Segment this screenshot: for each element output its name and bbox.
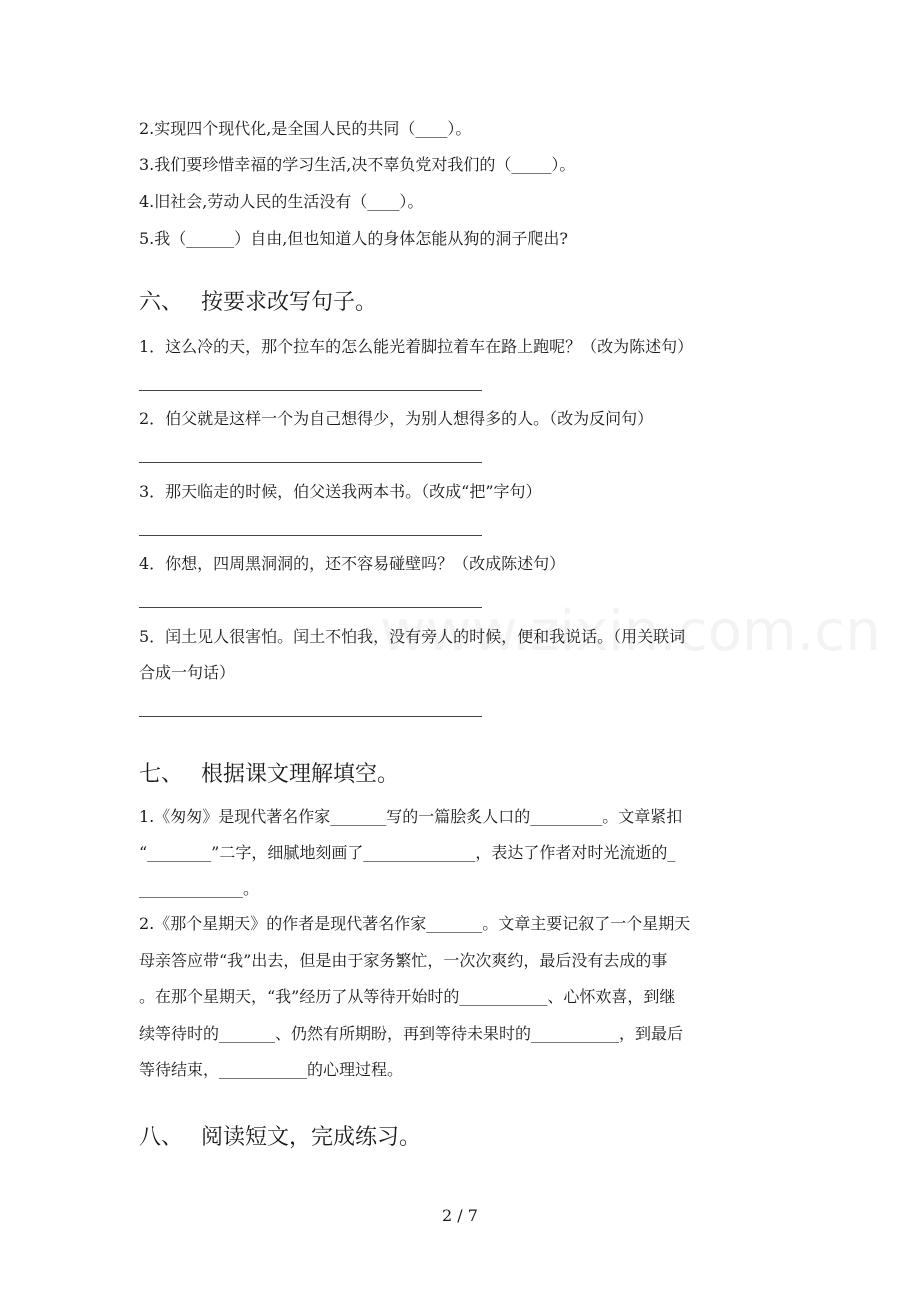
section-7-number: 七、 [139, 762, 184, 787]
rewrite-question-4: 4．你想，四周黑洞洞的，还不容易碰壁吗？（改成陈述句） [139, 554, 566, 573]
section-8-title: 阅读短文，完成练习。 [201, 1125, 422, 1150]
comprehension-q2-line-2: 母亲答应带“我”出去，但是由于家务繁忙，一次次爽约，最后没有去成的事 [139, 951, 668, 970]
comprehension-q2-line-5: 等待结束，___________的心理过程。 [139, 1060, 404, 1079]
fill-item-3: 3.我们要珍惜幸福的学习生活,决不辜负党对我们的（_____）。 [139, 155, 576, 174]
answer-line-3 [139, 535, 482, 536]
comprehension-q1-line-3: _____________。 [139, 879, 260, 898]
section-8-number: 八、 [139, 1125, 184, 1150]
page-number: 2 / 7 [442, 1206, 478, 1225]
rewrite-question-5-line-2: 合成一句话） [139, 663, 236, 682]
comprehension-q2-line-3: 。在那个星期天，“我”经历了从等待开始时的___________、心怀欢喜，到继 [139, 987, 676, 1006]
answer-line-1 [139, 390, 482, 391]
section-6-number: 六、 [139, 290, 184, 315]
answer-line-5 [139, 716, 482, 717]
fill-item-2: 2.实现四个现代化,是全国人民的共同（____）。 [139, 119, 472, 138]
section-7-heading [139, 761, 399, 789]
rewrite-question-3: 3．那天临走的时候，伯父送我两本书。（改成“把”字句） [139, 482, 542, 501]
answer-line-2 [139, 462, 482, 463]
section-6-title: 按要求改写句子。 [201, 290, 378, 315]
answer-line-4 [139, 607, 482, 608]
section-8-heading [139, 1124, 421, 1152]
rewrite-question-2: 2．伯父就是这样一个为自己想得少，为别人想得多的人。（改为反问句） [139, 409, 654, 428]
comprehension-q1-line-2: “________”二字，细腻地刻画了______________，表达了作者对时光流逝的_ [139, 843, 676, 862]
rewrite-question-5-line-1: 5．闰土见人很害怕。闰土不怕我，没有旁人的时候，便和我说话。（用关联词 [139, 627, 686, 646]
comprehension-q2-line-4: 续等待时的_______、仍然有所期盼，再到等待未果时的___________，到最后 [139, 1024, 684, 1043]
fill-item-4: 4.旧社会,劳动人民的生活没有（____）。 [139, 192, 424, 211]
section-6-heading [139, 289, 377, 317]
comprehension-q2-line-1: 2.《那个星期天》的作者是现代著名作家_______。文章主要记叙了一个星期天 [139, 914, 691, 933]
section-7-title: 根据课文理解填空。 [201, 762, 400, 787]
fill-item-5: 5.我（______）自由,但也知道人的身体怎能从狗的洞子爬出? [139, 229, 568, 248]
comprehension-q1-line-1: 1.《匆匆》是现代著名作家_______写的一篇脍炙人口的_________。文章紧扣 [139, 807, 683, 826]
rewrite-question-1: 1．这么冷的天，那个拉车的怎么能光着脚拉着车在路上跑呢？（改为陈述句） [139, 337, 694, 356]
